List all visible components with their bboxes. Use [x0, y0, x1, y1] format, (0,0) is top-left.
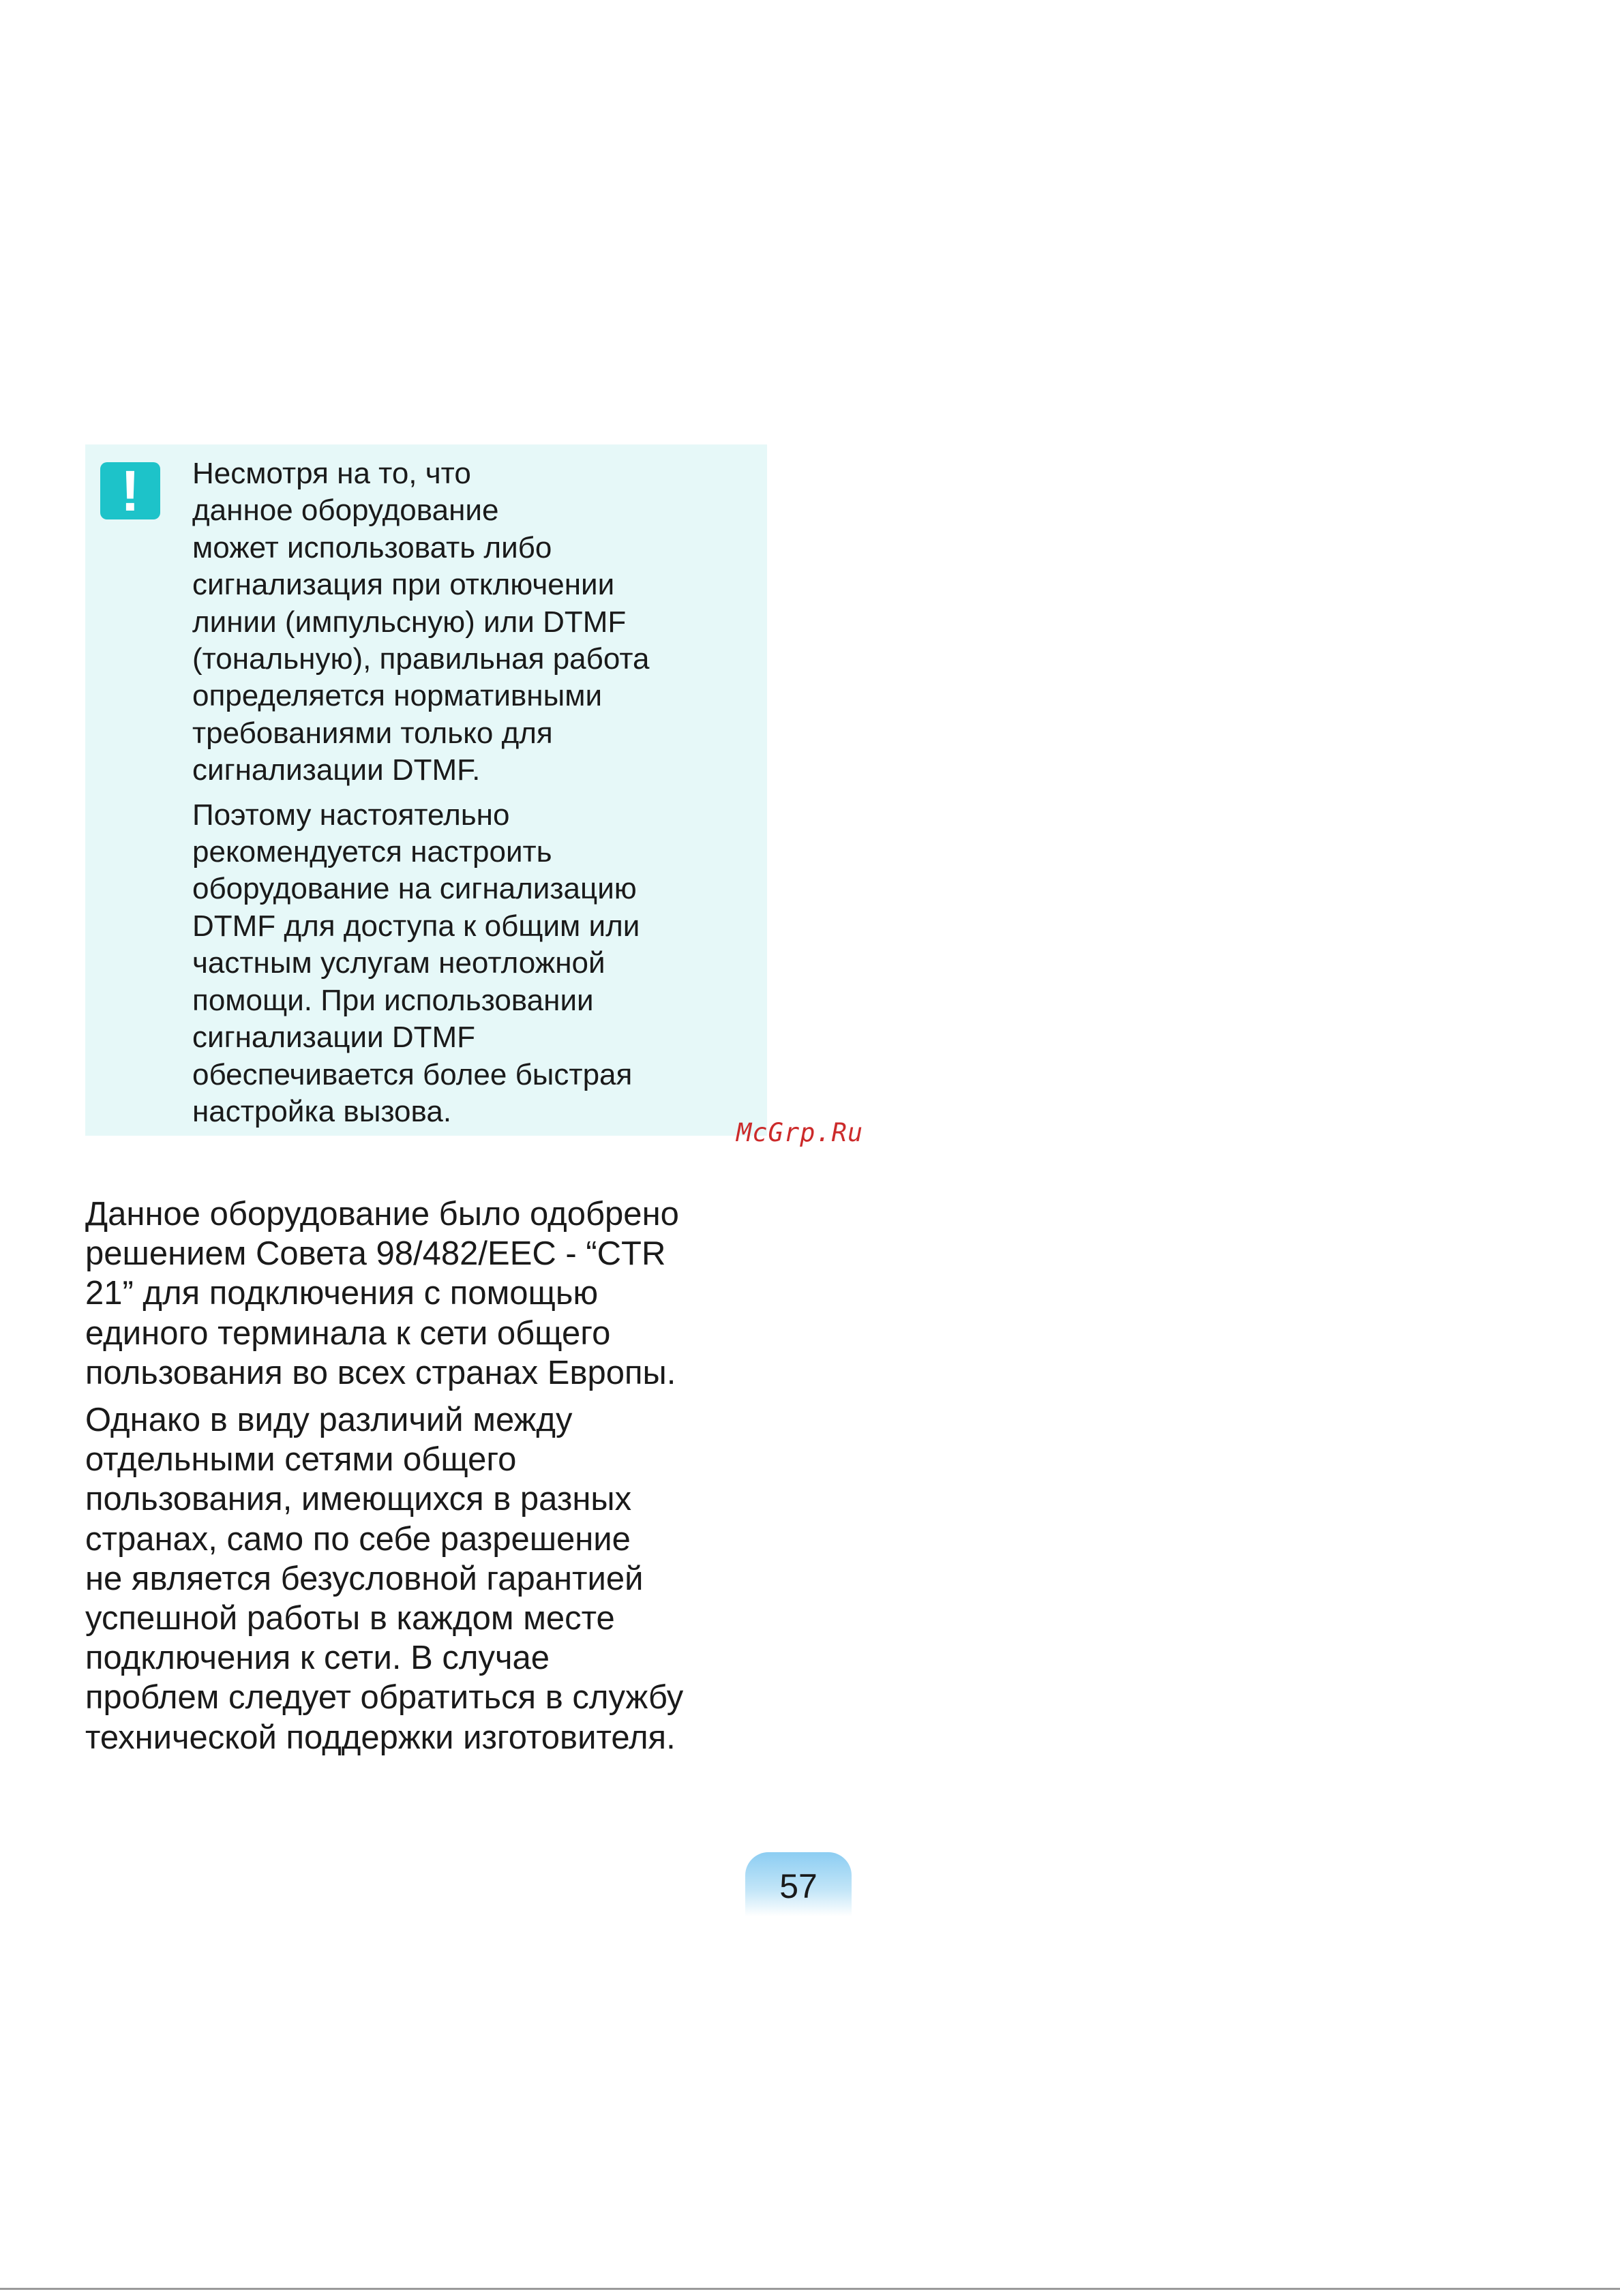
- body-paragraph-2: Однако в виду различий между отдельными сетями общего пользования, имеющихся в разных странах, само по себе разрешение не является безусловной гарантией успешной работы в каждом месте подключения к сети. В случае проблем следует обратиться в службу технической поддержки изготовителя.: [85, 1402, 684, 1756]
- watermark: McGrp.Ru: [736, 1118, 864, 1147]
- bottom-divider: [0, 2288, 1620, 2290]
- body-text: [85, 1194, 808, 1757]
- body-paragraph-1: Данное оборудование было одобрено решением Совета 98/482/EEC - “CTR 21” для подключения с помощью единого терминала к сети общего пользования во всех странах Европы.: [85, 1196, 679, 1391]
- exclamation-icon: !: [100, 462, 160, 519]
- warning-paragraph-1: Несмотря на то, что данное оборудование может использовать либо сигнализация при отключении линии (импульсную) или DTMF (тональную), правильная работа определяется нормативными требованиями только для сигнализации DTMF.: [192, 457, 650, 787]
- page-number-tab: [745, 1852, 852, 1916]
- warning-note-text: [192, 455, 758, 1130]
- page-number: 57: [779, 1867, 817, 1905]
- warning-note: [85, 444, 767, 1136]
- warning-paragraph-2: Поэтому настоятельно рекомендуется настроить оборудование на сигнализацию DTMF для доступа к общим или частным услугам неотложной помощи. При использовании сигнализации DTMF обеспечивается более быстрая настройка вызова.: [192, 798, 640, 1128]
